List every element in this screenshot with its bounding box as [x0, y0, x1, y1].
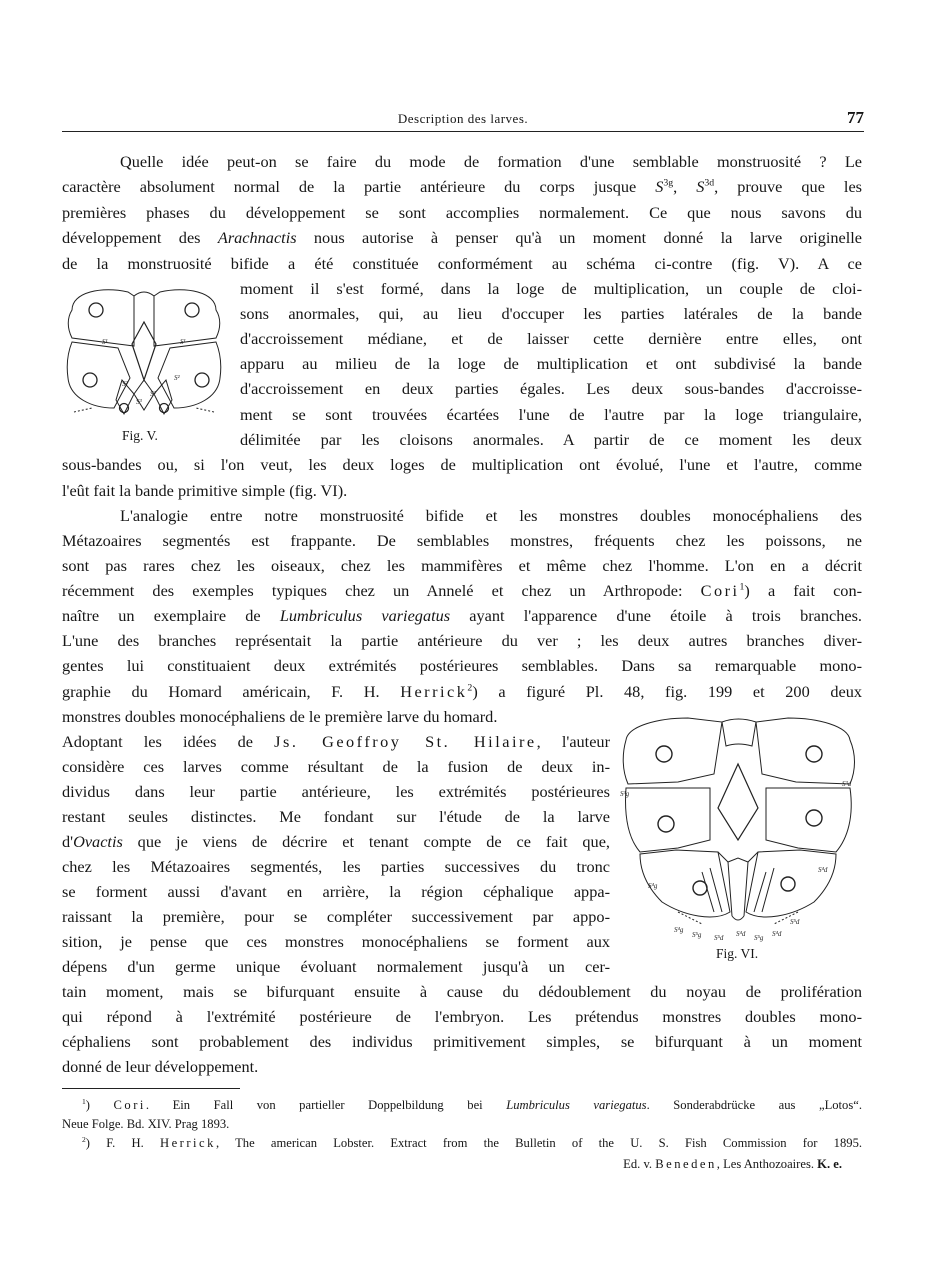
text-line: L'une des branches représentait la partie antérieure du ver ; les deux autres branches diver-: [62, 631, 862, 650]
text-line: d'Ovactis que je viens de décrire et tenant compte de ce fait que,: [62, 832, 610, 851]
text-line: dépens d'un germe unique évoluant normalement jusqu'à un cer-: [62, 957, 610, 976]
figure-v-diagram: [62, 282, 226, 420]
text-line: gentes lui constituaient deux extrémités postérieures semblables. Dans sa remarquable mono-: [62, 656, 862, 675]
text-line: récemment des exemples typiques chez un Annelé et chez un Arthropode: Cori$^1$) a fait con-: [62, 581, 863, 600]
figure-vi-diagram: [618, 712, 866, 948]
text-line: apparu au milieu de la loge de multiplication et ont subdivisé la bande: [240, 354, 862, 373]
text-line: sons anormales, qui, au lieu d'occuper les parties latérales de la bande: [240, 304, 862, 323]
text-line: moment il s'est formé, dans la loge de multiplication, un couple de cloi-: [240, 279, 862, 298]
text-line: considère ces larves comme résultant de la fusion de deux in-: [62, 757, 610, 776]
figure-vi-label: S⁴d: [818, 866, 828, 874]
text-line: premières phases du développement se sont accomplies normalement. Ce que nous savons du: [62, 203, 862, 222]
text-line: sont pas rares chez les oiseaux, chez les mammifères et même chez l'homme. L'on en a décrit: [62, 556, 862, 575]
text-line: développement des Arachnactis nous autorise à penser qu'à un moment donné la larve originelle: [62, 228, 862, 247]
running-title: Description des larves.: [397, 111, 529, 126]
footnote-1: $^1$) Cori. Ein Fall von partieller Doppelbildung bei Lumbriculus variegatus. Sonderabdrücke aus „Lotos“.: [82, 1096, 862, 1112]
text-line: qui répond à l'extrémité postérieure de l'embryon. Les prétendus monstres doubles mono-: [62, 1007, 862, 1026]
figure-v-cell: [83, 373, 97, 387]
printer-signature: Ed. v. Beneden, Les Anthozoaires. K. e.: [623, 1157, 842, 1171]
header-rule: [62, 131, 864, 132]
figure-vi-label: S⁴g: [648, 882, 658, 890]
text-line: d'accroissement médiane, et de laisser cette dernière entre elles, ont: [240, 329, 862, 348]
text-line: Adoptant les idées de Js. Geoffroy St. Hilaire, l'auteur: [62, 732, 610, 751]
page-number: 77: [847, 108, 864, 127]
figure-vi-cell: [806, 810, 822, 826]
text-line: céphaliens sont probablement des individus primitivement simples, se bifurquant à un moment: [62, 1032, 862, 1051]
text-line: dividus dans leur partie antérieure, les extrémités postérieures: [62, 782, 610, 801]
text-line: Quelle idée peut-on se faire du mode de formation d'une semblable monstruosité ? Le: [120, 152, 862, 171]
figure-v-label: S²: [122, 380, 128, 388]
figure-vi-label: S⁵d: [714, 934, 724, 942]
text-line: monstres doubles monocéphaliens de le première larve du homard.: [62, 707, 498, 726]
figure-v-label: S³: [150, 390, 156, 398]
figure-vi-label: S⁵g: [692, 931, 702, 939]
figure-v-cell: [89, 303, 103, 317]
figure-vi-cell: [693, 881, 707, 895]
text-line: raissant la première, pour se compléter successivement par appo-: [62, 907, 610, 926]
figure-vi-cell: [658, 816, 674, 832]
figure-vi-label: S⁴g: [674, 926, 684, 934]
figure-v-label: S²: [174, 374, 180, 382]
figure-v-label: S³: [136, 398, 142, 406]
figure-vi-cell: [656, 746, 672, 762]
figure-v-caption: Fig. V.: [122, 428, 158, 443]
running-header: [62, 108, 864, 132]
footnote-1-continued: Neue Folge. Bd. XIV. Prag 1893.: [62, 1117, 230, 1131]
figure-vi-label: S³d: [842, 780, 852, 788]
figure-vi-label: S⁵d: [790, 918, 800, 926]
text-line: Métazoaires segmentés est frappante. De semblables monstres, fréquents chez les poissons, ne: [62, 531, 862, 550]
text-line: caractère absolument normal de la partie antérieure du corps jusque $S^{3g}$, $S^{3d}$, prouve que les: [62, 177, 863, 196]
text-line: graphie du Homard américain, F. H. Herrick$^2$) a figuré Pl. 48, fig. 199 et 200 deux: [62, 682, 862, 701]
figure-vi-label: S³g: [620, 790, 630, 798]
text-line: restant seules distinctes. Me fondant sur l'étude de la larve: [62, 807, 610, 826]
figure-v-label: S¹: [180, 338, 186, 346]
figure-vi-label: S⁵g: [754, 934, 764, 942]
figure-v-label: S¹: [102, 338, 108, 346]
text-line: naître un exemplaire de Lumbriculus variegatus ayant l'apparence d'une étoile à trois branches.: [62, 606, 863, 625]
text-line: donné de leur développement.: [62, 1057, 259, 1076]
text-line: d'accroissement en deux parties égales. Les deux sous-bandes d'accroisse-: [240, 379, 862, 398]
figure-v-cell: [195, 373, 209, 387]
figure-vi-cell: [806, 746, 822, 762]
text-line: se forment aussi d'avant en arrière, la région céphalique appa-: [62, 882, 610, 901]
figure-v: [62, 282, 226, 420]
figure-vi-cell: [781, 877, 795, 891]
text-line: L'analogie entre notre monstruosité bifide et les monstres doubles monocéphaliens des: [120, 506, 862, 525]
text-line: l'eût fait la bande primitive simple (fig. VI).: [62, 481, 348, 500]
figure-v-cell: [185, 303, 199, 317]
text-line: tain moment, mais se bifurquant ensuite à cause du dédoublement du noyau de prolifération: [62, 982, 862, 1001]
text-line: ment se sont trouvées écartées l'une de l'autre par la loge triangulaire,: [240, 405, 862, 424]
text-line: délimitée par les cloisons anormales. A partir de ce moment les deux: [240, 430, 862, 449]
figure-vi-caption: Fig. VI.: [716, 946, 759, 961]
footnote-2: $^2$) F. H. Herrick, The american Lobster. Extract from the Bulletin of the U. S. Fish Commission for 1895.: [82, 1134, 863, 1150]
text-line: sous-bandes ou, si l'on veut, les deux loges de multiplication ont évolué, l'une et l'autre, comme: [62, 455, 862, 474]
figure-vi: [618, 712, 866, 948]
figure-vi-label: S⁴d: [772, 930, 782, 938]
footnote-rule: [62, 1088, 240, 1089]
text-line: sition, je pense que ces monstres monocéphaliens se forment aux: [62, 932, 610, 951]
text-line: chez les Métazoaires segmentés, les parties successives du tronc: [62, 857, 610, 876]
text-line: de la monstruosité bifide a été constituée conformément au schéma ci-contre (fig. V). A ce: [62, 254, 862, 273]
figure-vi-label: S⁴d: [736, 930, 746, 938]
